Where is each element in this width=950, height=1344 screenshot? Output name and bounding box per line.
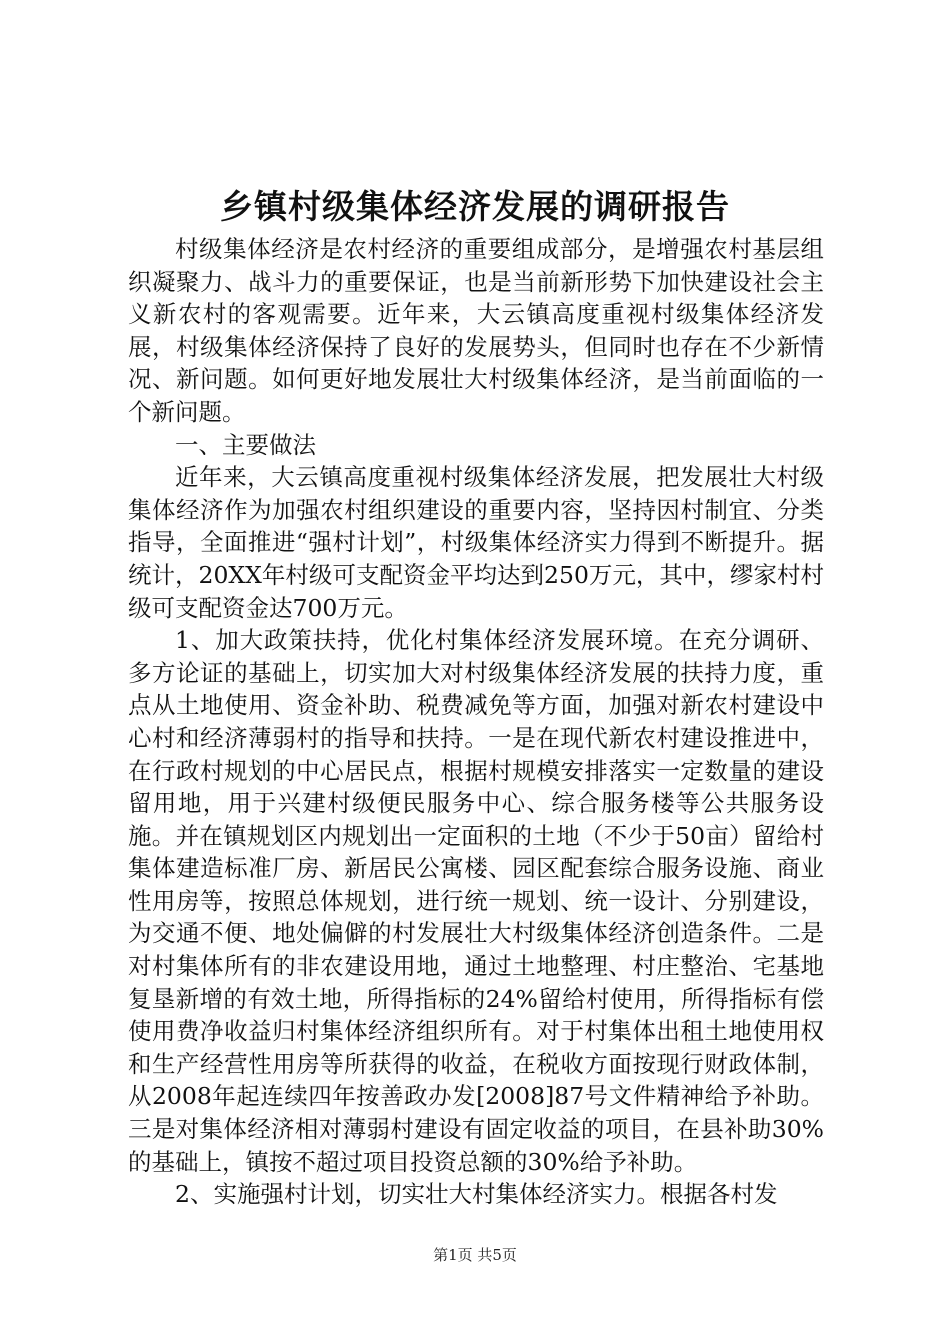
section-heading-main-practices: 一、主要做法 — [175, 430, 316, 459]
strong-village-plan-paragraph: 2、实施强村计划，切实壮大村集体经济实力。根据各村发 — [175, 1180, 778, 1209]
document-body — [128, 233, 824, 1211]
page-footer: 第1页 共5页 — [433, 1246, 517, 1264]
document-title: 乡镇村级集体经济发展的调研报告 — [220, 187, 730, 226]
practices-overview-paragraph: 近年来，大云镇高度重视村级集体经济发展，把发展壮大村级集体经济作为加强农村组织建设的重要内容，坚持因村制宜、分类指导，全面推进“强村计划”，村级集体经济实力得到不断提升。据统计，20XX年村级可支配资金平均达到250万元，其中，缪家村村级可支配资金达700万元。 — [128, 463, 824, 622]
policy-support-paragraph: 1、加大政策扶持，优化村集体经济发展环境。在充分调研、多方论证的基础上，切实加大对村级集体经济发展的扶持力度，重点从土地使用、资金补助、税费减免等方面，加强对新农村建设中心村和经济薄弱村的指导和扶持。一是在现代新农村建设推进中，在行政村规划的中心居民点，根据村规模安排落实一定数量的建设留用地，用于兴建村级便民服务中心、综合服务楼等公共服务设施。并在镇规划区内规划出一定面积的土地（不少于50亩）留给村集体建造标准厂房、新居民公寓楼、园区配套综合服务设施、商业性用房等，按照总体规划，进行统一规划、统一设计、分别建设，为交通不便、地处偏僻的村发展壮大村级集体经济创造条件。二是对村集体所有的非农建设用地，通过土地整理、村庄整治、宅基地复垦新增的有效土地，所得指标的24%留给村使用，所得指标有偿使用费净收益归村集体经济组织所有。对于村集体出租土地使用权和生产经营性用房等所获得的收益，在税收方面按现行财政体制，从2008年起连续四年按善政办发[2008]87号文件精神给予补助。三是对集体经济相对薄弱村建设有固定收益的项目，在县补助30%的基础上，镇按不超过项目投资总额的30%给予补助。 — [128, 626, 824, 1176]
intro-paragraph: 村级集体经济是农村经济的重要组成部分，是增强农村基层组织凝聚力、战斗力的重要保证，也是当前新形势下加快建设社会主义新农村的客观需要。近年来，大云镇高度重视村级集体经济发展，村级集体经济保持了良好的发展势头，但同时也存在不少新情况、新问题。如何更好地发展壮大村级集体经济，是当前面临的一个新问题。 — [128, 235, 824, 426]
